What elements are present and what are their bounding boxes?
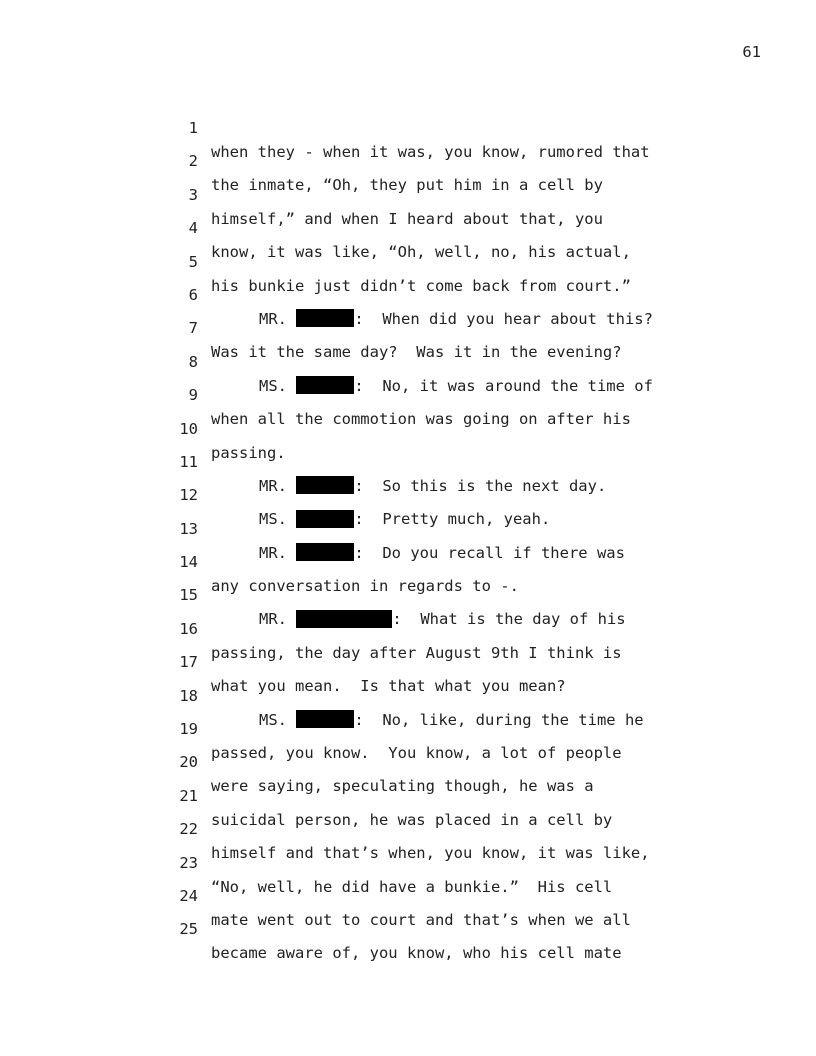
transcript-line xyxy=(0,259,816,328)
line-text: himself,” and when I heard about that, you xyxy=(211,209,603,228)
line-text: were saying, speculating though, he was a xyxy=(211,777,594,796)
line-text: when all the commotion was going on after his xyxy=(211,410,631,429)
line-number: 7 xyxy=(188,319,198,338)
line-number: 23 xyxy=(179,853,198,872)
transcript-line xyxy=(0,893,816,963)
line-number: 24 xyxy=(179,886,198,905)
transcript-body xyxy=(0,92,816,963)
line-number: 12 xyxy=(179,486,198,505)
line-number: 6 xyxy=(188,285,198,304)
line-text: his bunkie just didn’t come back from court.” xyxy=(211,276,631,295)
transcript-line xyxy=(0,493,816,562)
speaker-title: MS. xyxy=(259,376,297,395)
line-number: 10 xyxy=(179,419,198,438)
line-text: “No, well, he did have a bunkie.” His cell xyxy=(211,877,613,896)
line-text: what you mean. Is that what you mean? xyxy=(211,677,566,696)
transcript-line xyxy=(0,660,816,729)
line-number: 11 xyxy=(179,452,198,471)
transcript-line xyxy=(0,125,816,195)
transcript-line xyxy=(0,292,816,362)
line-text: when they - when it was, you know, rumored that xyxy=(211,143,650,161)
speaker-title: MR. xyxy=(259,309,297,328)
transcript-line xyxy=(0,226,816,295)
line-text: passing. xyxy=(211,443,286,462)
transcript-line xyxy=(0,159,816,228)
speaker-title: MR. xyxy=(259,476,297,495)
line-number: 15 xyxy=(179,586,198,605)
line-text: : When did you hear about this? xyxy=(354,309,653,328)
line-text: : No, like, during the time he xyxy=(354,710,644,729)
line-number: 19 xyxy=(179,720,198,739)
line-number: 5 xyxy=(188,252,198,271)
page-number: 61 xyxy=(742,43,761,61)
line-number: 8 xyxy=(188,352,198,371)
line-number: 21 xyxy=(179,786,198,805)
transcript-line xyxy=(0,760,816,829)
line-text: passed, you know. You know, a lot of people xyxy=(211,744,622,763)
line-number: 25 xyxy=(179,920,198,939)
line-number: 4 xyxy=(188,219,198,238)
transcript-line xyxy=(0,860,816,929)
line-text: mate went out to court and that’s when we all xyxy=(211,910,631,929)
line-text: himself and that’s when, you know, it was like, xyxy=(211,844,650,863)
line-number: 1 xyxy=(188,119,198,137)
line-number: 13 xyxy=(179,519,198,538)
line-number: 2 xyxy=(188,152,198,171)
line-text: the inmate, “Oh, they put him in a cell by xyxy=(211,176,603,195)
line-text: : No, it was around the time of xyxy=(354,376,653,395)
line-number: 9 xyxy=(188,386,198,405)
line-text: Was it the same day? Was it in the evening? xyxy=(211,343,622,362)
transcript-line xyxy=(0,426,816,495)
line-text: became aware of, you know, who his cell mate xyxy=(211,944,622,963)
line-text: any conversation in regards to -. xyxy=(211,577,519,596)
line-text: : What is the day of his xyxy=(392,610,626,629)
line-number: 16 xyxy=(179,619,198,638)
line-text: : Do you recall if there was xyxy=(354,543,625,562)
line-text: : So this is the next day. xyxy=(354,476,607,495)
line-number: 3 xyxy=(188,185,198,204)
line-text: suicidal person, he was placed in a cell by xyxy=(211,810,613,829)
speaker-title: MR. xyxy=(259,610,297,629)
speaker-title: MR. xyxy=(259,543,297,562)
line-number: 14 xyxy=(179,553,198,572)
line-text: know, it was like, “Oh, well, no, his actual, xyxy=(211,243,631,262)
line-number: 22 xyxy=(179,820,198,839)
transcript-line xyxy=(0,593,816,662)
transcript-line xyxy=(0,92,816,161)
line-number: 17 xyxy=(179,653,198,672)
line-text: : Pretty much, yeah. xyxy=(354,510,551,529)
line-number: 18 xyxy=(179,686,198,705)
line-number: 20 xyxy=(179,753,198,772)
line-text: passing, the day after August 9th I think is xyxy=(211,643,622,662)
transcript-line xyxy=(0,192,816,262)
transcript-line xyxy=(0,326,816,395)
speaker-title: MS. xyxy=(259,710,297,729)
speaker-title: MS. xyxy=(259,510,297,529)
